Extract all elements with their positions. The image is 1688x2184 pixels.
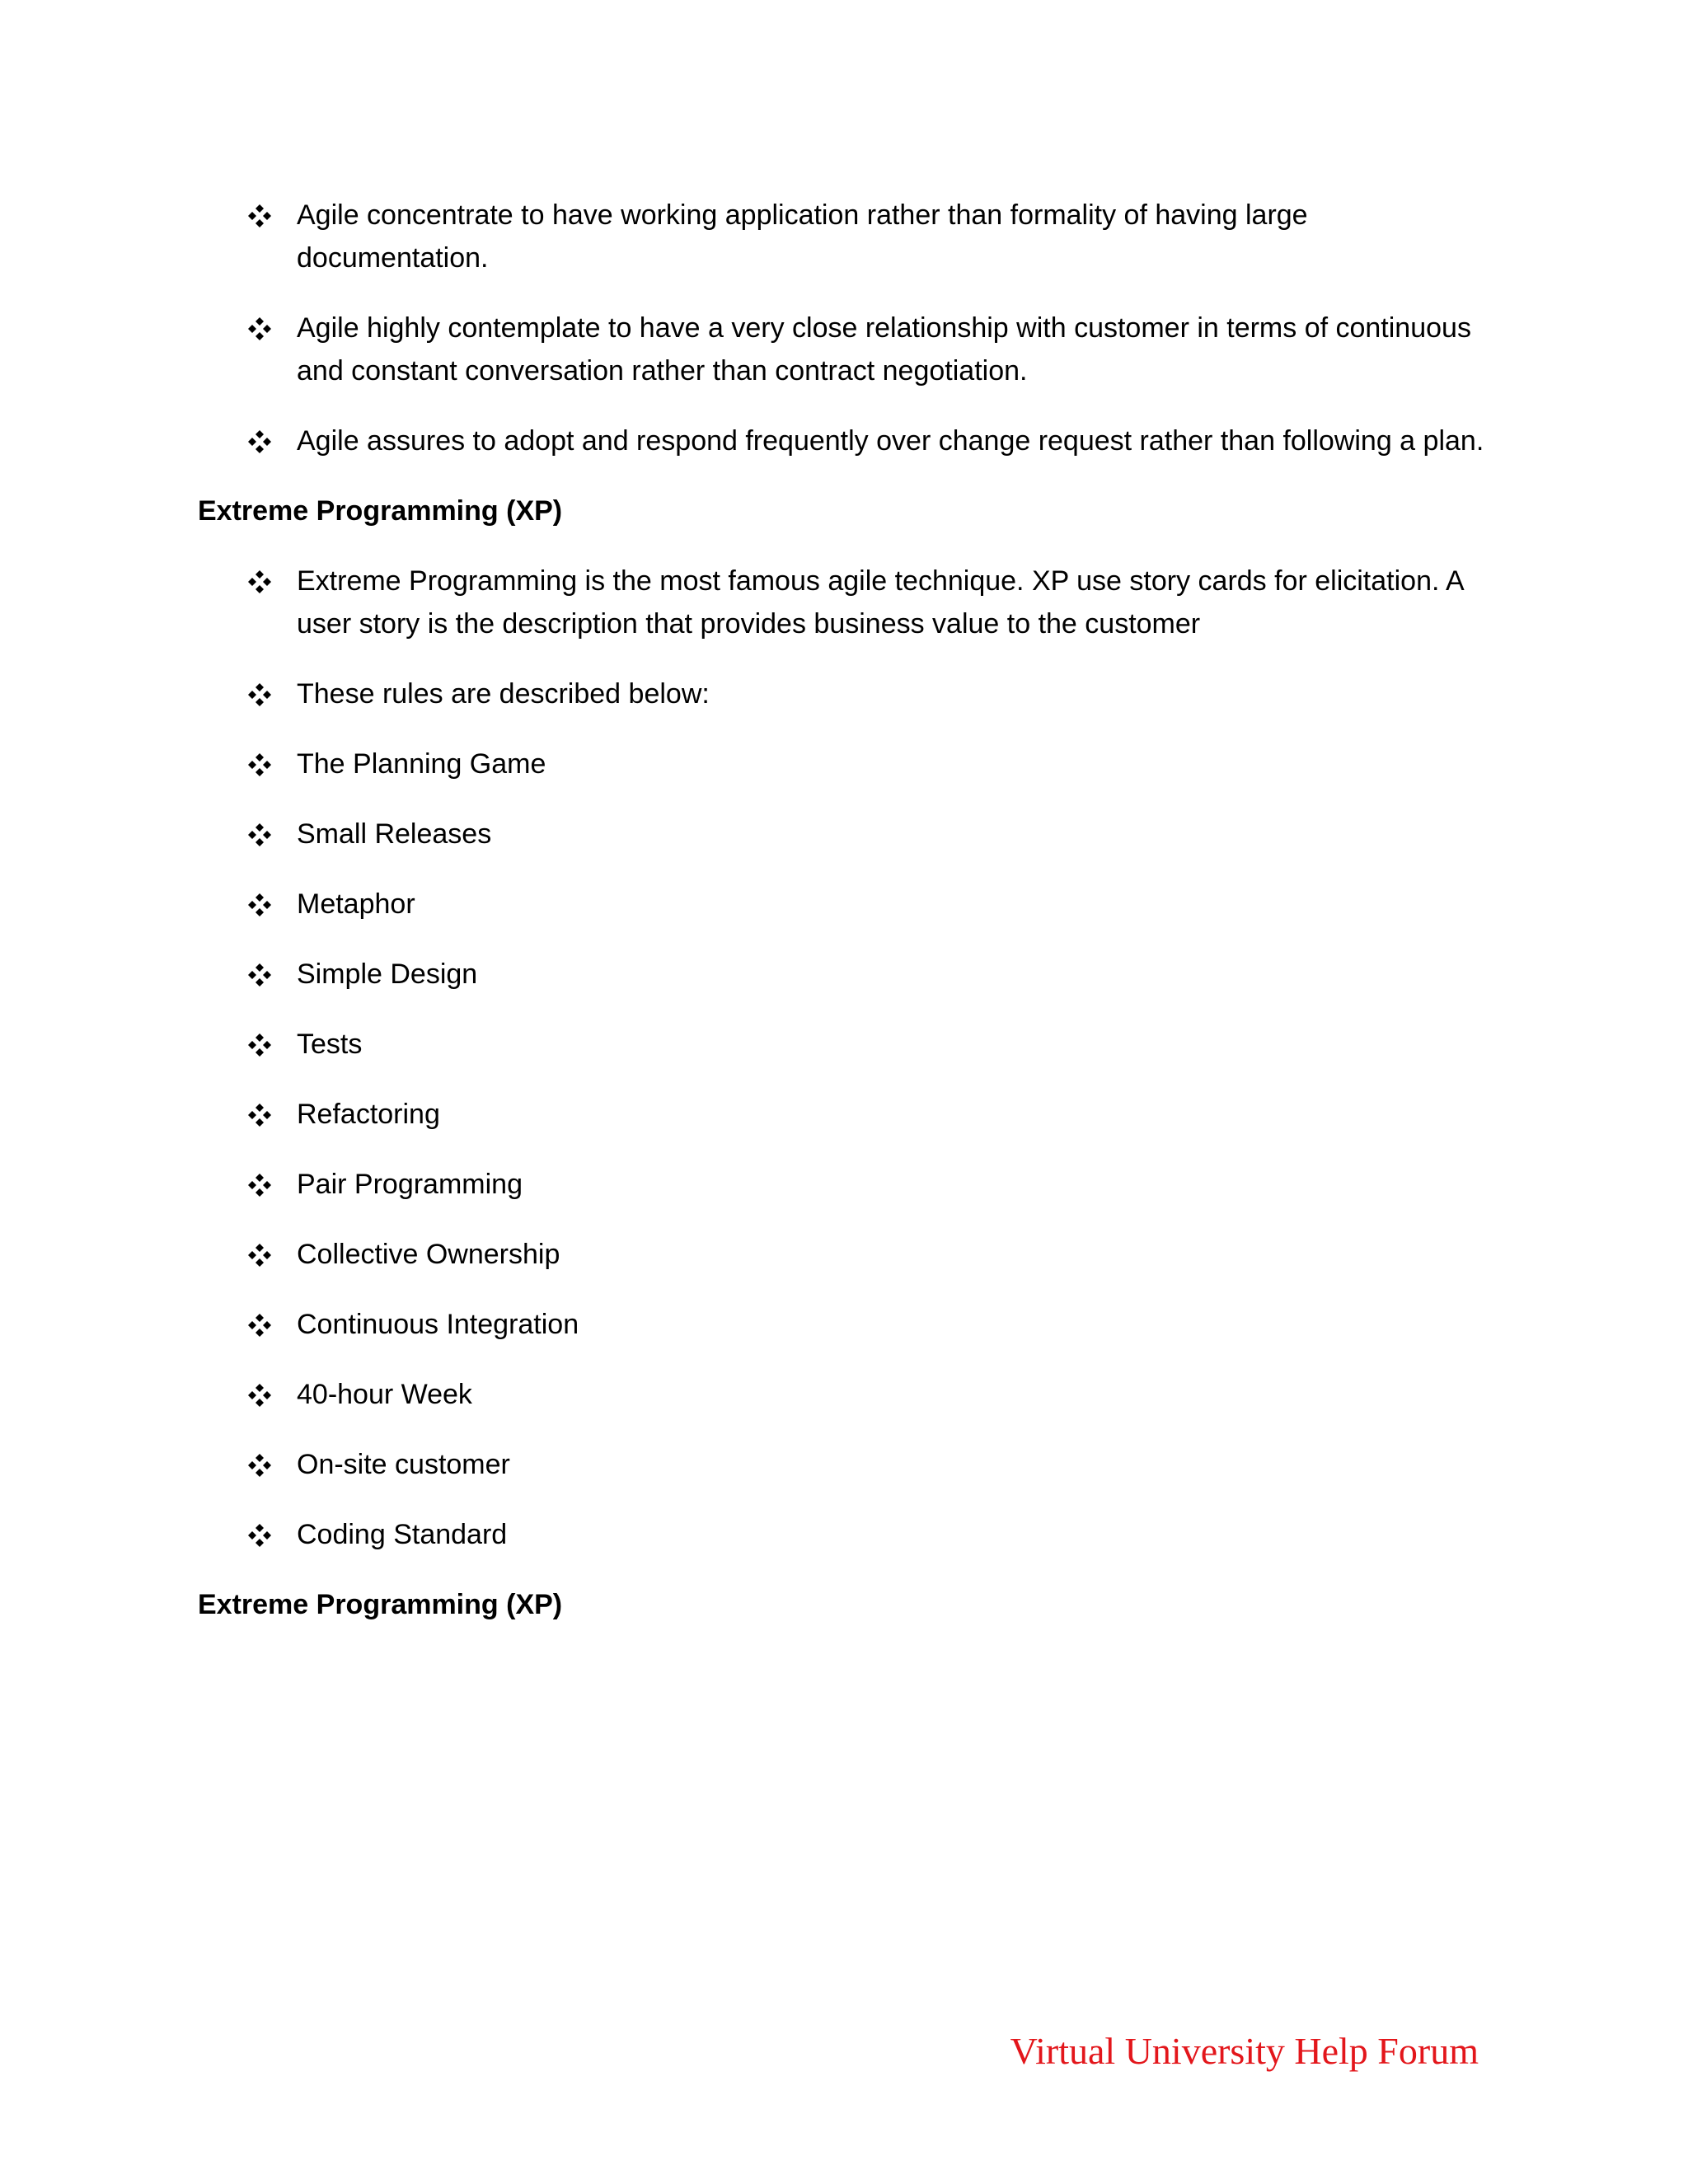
list-item bbox=[198, 307, 1500, 392]
list-item-text: Simple Design bbox=[297, 958, 478, 990]
list-item bbox=[198, 1093, 1500, 1136]
list-item-text: Tests bbox=[297, 1029, 363, 1060]
four-diamond-bullet-icon bbox=[247, 1033, 272, 1057]
four-diamond-bullet-icon bbox=[247, 569, 272, 594]
list-item bbox=[198, 1233, 1500, 1276]
list-item-text: Metaphor bbox=[297, 888, 415, 920]
four-diamond-bullet-icon bbox=[247, 1173, 272, 1197]
list-item-text: 40-hour Week bbox=[297, 1379, 472, 1410]
agile-principles-list bbox=[198, 194, 1500, 462]
four-diamond-bullet-icon bbox=[247, 963, 272, 987]
list-item bbox=[198, 1443, 1500, 1486]
four-diamond-bullet-icon bbox=[247, 1523, 272, 1548]
xp-rules-list bbox=[198, 560, 1500, 1556]
list-item-text: Coding Standard bbox=[297, 1519, 508, 1550]
list-item-text: Small Releases bbox=[297, 818, 492, 850]
list-item-text: Refactoring bbox=[297, 1099, 440, 1130]
list-item bbox=[198, 1163, 1500, 1206]
list-item bbox=[198, 560, 1500, 645]
list-item bbox=[198, 1373, 1500, 1416]
list-item bbox=[198, 883, 1500, 926]
four-diamond-bullet-icon bbox=[247, 1243, 272, 1268]
list-item bbox=[198, 813, 1500, 855]
four-diamond-bullet-icon bbox=[247, 1453, 272, 1478]
list-item bbox=[198, 673, 1500, 715]
document-content bbox=[198, 194, 1500, 1653]
footer-brand: Virtual University Help Forum bbox=[1010, 2030, 1479, 2072]
four-diamond-bullet-icon bbox=[247, 752, 272, 777]
list-item-text: Agile concentrate to have working application rather than formality of having large documentation. bbox=[297, 199, 1308, 274]
list-item bbox=[198, 1303, 1500, 1346]
section-heading: Extreme Programming (XP) bbox=[198, 495, 563, 527]
list-item-text: These rules are described below: bbox=[297, 678, 710, 710]
four-diamond-bullet-icon bbox=[247, 316, 272, 341]
four-diamond-bullet-icon bbox=[247, 893, 272, 917]
four-diamond-bullet-icon bbox=[247, 429, 272, 454]
list-item bbox=[198, 743, 1500, 785]
four-diamond-bullet-icon bbox=[247, 682, 272, 707]
closing-heading: Extreme Programming (XP) bbox=[198, 1589, 563, 1620]
list-item-text: On-site customer bbox=[297, 1449, 510, 1480]
list-item bbox=[198, 953, 1500, 996]
four-diamond-bullet-icon bbox=[247, 1383, 272, 1408]
list-item bbox=[198, 194, 1500, 279]
list-item-text: Continuous Integration bbox=[297, 1309, 579, 1340]
list-item bbox=[198, 419, 1500, 462]
list-item bbox=[198, 1513, 1500, 1556]
four-diamond-bullet-icon bbox=[247, 204, 272, 228]
list-item-text: Collective Ownership bbox=[297, 1239, 560, 1270]
list-item-text: Agile assures to adopt and respond frequently over change request rather than following a plan. bbox=[297, 425, 1484, 457]
four-diamond-bullet-icon bbox=[247, 1103, 272, 1127]
list-item-text: The Planning Game bbox=[297, 748, 546, 780]
list-item-text: Pair Programming bbox=[297, 1169, 523, 1200]
list-item-text: Agile highly contemplate to have a very close relationship with customer in terms of continuous and constant conversation rather than contract negotiation. bbox=[297, 312, 1471, 387]
four-diamond-bullet-icon bbox=[247, 823, 272, 847]
four-diamond-bullet-icon bbox=[247, 1313, 272, 1338]
list-item-text: Extreme Programming is the most famous agile technique. XP use story cards for elicitation. A user story is the description that provides business value to the customer bbox=[297, 565, 1463, 640]
list-item bbox=[198, 1023, 1500, 1066]
